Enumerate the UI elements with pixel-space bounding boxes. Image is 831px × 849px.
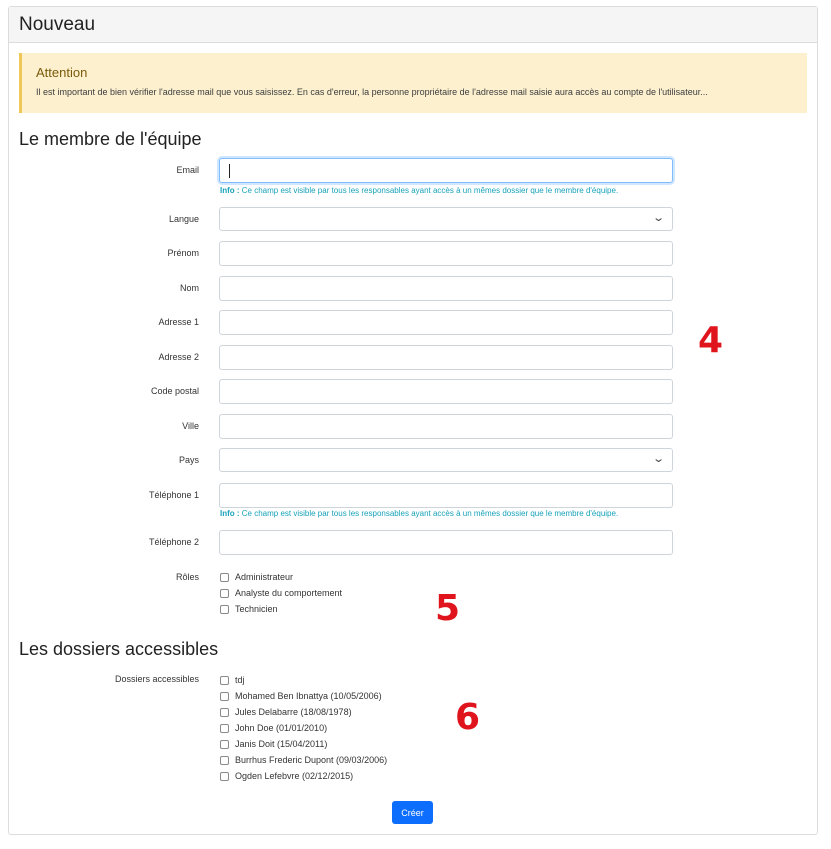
- info-text: Ce champ est visible par tous les responsables ayant accès à un mêmes dossier que le membre d'équipe.: [239, 509, 619, 518]
- telephone2-label: Téléphone 2: [148, 537, 199, 547]
- role-technicien[interactable]: [220, 602, 278, 616]
- prenom-input[interactable]: [219, 241, 673, 266]
- folder-item[interactable]: [220, 673, 245, 687]
- chevron-down-icon: ⌄: [651, 212, 665, 224]
- folder-label: Janis Doit (15/04/2011): [235, 739, 328, 749]
- pays-label: Pays: [178, 455, 199, 465]
- role-administrateur[interactable]: [220, 570, 293, 584]
- folders-section-title: Les dossiers accessibles: [19, 639, 219, 659]
- member-section-title: Le membre de l'équipe: [19, 129, 202, 149]
- text-caret: [229, 164, 230, 178]
- alert-title: Attention: [36, 65, 88, 80]
- role-label: Administrateur: [235, 572, 294, 582]
- folder-item[interactable]: [220, 753, 387, 767]
- annotation-number: 4: [698, 320, 724, 361]
- info-prefix: Info :: [220, 186, 240, 195]
- folder-item[interactable]: [220, 721, 327, 735]
- folders-label: Dossiers accessibles: [114, 674, 199, 684]
- role-label: Technicien: [235, 604, 278, 614]
- checkbox[interactable]: [220, 724, 229, 733]
- email-info: [220, 186, 618, 195]
- email-input[interactable]: [219, 158, 673, 183]
- warning-alert: [19, 53, 807, 113]
- adresse2-label: Adresse 2: [158, 352, 199, 362]
- checkbox[interactable]: [220, 772, 229, 781]
- checkbox[interactable]: [220, 676, 229, 685]
- telephone2-input[interactable]: [219, 530, 673, 555]
- ville-label: Ville: [182, 421, 199, 431]
- prenom-label: Prénom: [167, 248, 199, 258]
- folder-label: Mohamed Ben Ibnattya (10/05/2006): [235, 691, 382, 701]
- adresse2-input[interactable]: [219, 345, 673, 370]
- page-title: Nouveau: [19, 14, 96, 35]
- chevron-down-icon: ⌄: [651, 453, 665, 465]
- folder-item[interactable]: [220, 769, 353, 783]
- folder-label: Burrhus Frederic Dupont (09/03/2006): [235, 755, 388, 765]
- folder-label: John Doe (01/01/2010): [235, 723, 328, 733]
- role-label: Analyste du comportement: [235, 588, 343, 598]
- alert-text: Il est important de bien vérifier l'adresse mail que vous saisissez. En cas d'erreur, la personne propriétaire de l'adresse mail saisie aura accès au compte de l'utilisateur...: [36, 87, 708, 97]
- annotation-number: 5: [435, 588, 461, 629]
- folder-item[interactable]: [220, 689, 382, 703]
- telephone1-label: Téléphone 1: [148, 490, 199, 500]
- ville-input[interactable]: [219, 414, 673, 439]
- checkbox[interactable]: [220, 692, 229, 701]
- nom-input[interactable]: [219, 276, 673, 301]
- folder-item[interactable]: [220, 737, 327, 751]
- pays-select[interactable]: [219, 448, 673, 472]
- telephone1-info: [220, 509, 618, 518]
- create-button[interactable]: Créer: [392, 801, 433, 824]
- roles-label: Rôles: [175, 572, 199, 582]
- nom-label: Nom: [179, 283, 199, 293]
- annotation-number: 6: [455, 697, 481, 738]
- checkbox[interactable]: [220, 740, 229, 749]
- checkbox[interactable]: [220, 605, 229, 614]
- code-postal-input[interactable]: [219, 379, 673, 404]
- langue-select[interactable]: [219, 207, 673, 231]
- checkbox[interactable]: [220, 708, 229, 717]
- folder-item[interactable]: [220, 705, 352, 719]
- checkbox[interactable]: [220, 589, 229, 598]
- checkbox[interactable]: [220, 756, 229, 765]
- adresse1-label: Adresse 1: [158, 317, 199, 327]
- info-prefix: Info :: [220, 509, 240, 518]
- role-analyste[interactable]: [220, 586, 342, 600]
- checkbox[interactable]: [220, 573, 229, 582]
- card-header: [9, 7, 817, 43]
- email-label: Email: [176, 165, 199, 175]
- folder-label: Ogden Lefebvre (02/12/2015): [235, 771, 354, 781]
- code-postal-label: Code postal: [150, 386, 199, 396]
- langue-label: Langue: [168, 214, 199, 224]
- folder-label: Jules Delabarre (18/08/1978): [235, 707, 352, 717]
- telephone1-input[interactable]: [219, 483, 673, 508]
- adresse1-input[interactable]: [219, 310, 673, 335]
- info-text: Ce champ est visible par tous les responsables ayant accès à un mêmes dossier que le membre d'équipe.: [239, 186, 619, 195]
- form-card: [8, 6, 818, 835]
- folder-label: tdj: [235, 675, 245, 685]
